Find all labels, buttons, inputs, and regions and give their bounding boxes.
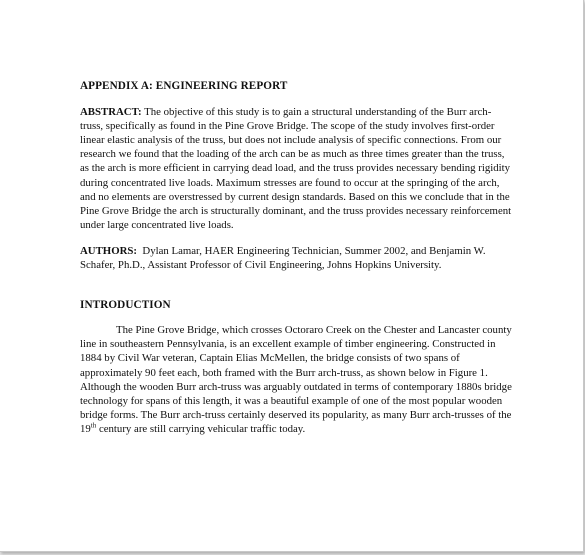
introduction-paragraph	[80, 323, 512, 436]
century-superscript: th	[90, 421, 97, 430]
report-body	[80, 79, 512, 436]
authors-label: AUTHORS:	[80, 244, 137, 257]
introduction-heading: INTRODUCTION	[80, 299, 171, 312]
introduction-text-end: century are still carrying vehicular traffic today.	[96, 422, 306, 435]
authors-text: Dylan Lamar, HAER Engineering Technician, Summer 2002, and Benjamin W. Schafer, Ph.D., Assistant Professor of Civil Engineering, Johns Hopkins University.	[80, 244, 489, 272]
authors-paragraph	[80, 244, 512, 272]
abstract-label: ABSTRACT:	[80, 106, 142, 119]
abstract-text: The objective of this study is to gain a structural understanding of the Burr arch-truss, specifically as found in the Pine Grove Bridge. The scope of the study involves first-order linear elastic analysis of the truss, but does not include analysis of specific connections. From our research we found that the loading of the arch can be as much as three times greater than the truss, as the arch is more efficient in carrying dead load, and the truss provides necessary bending rigidity during concentrated live loads. Maximum stresses are found to occur at the springing of the arch, and no elements are overstressed by current design standards. Based on this we conclude that in the Pine Grove Bridge the arch is structurally dominant, and the truss provides necessary reinforcement under large concentrated live loads.	[80, 106, 512, 231]
introduction-text: The Pine Grove Bridge, which crosses Octoraro Creek on the Chester and Lancaster county line in southeastern Pennsylvania, is an excellent example of timber engineering. Constructed in 1884 by Civil War veteran, Captain Elias McMellen, the bridge consists of two spans of approximately 90 feet each, both framed with the Burr arch-truss, as shown below in Figure 1. Although the wooden Burr arch-truss was arguably outdated in terms of contemporary 1880s bridge technology for spans of this length, it was a beautiful example of one of the most popular wooden bridge forms. The Burr arch-truss certainly deserved its popularity, as many Burr arch-trusses of the 19	[80, 324, 512, 435]
abstract-paragraph	[80, 105, 512, 232]
appendix-heading: APPENDIX A: ENGINEERING REPORT	[80, 80, 288, 92]
